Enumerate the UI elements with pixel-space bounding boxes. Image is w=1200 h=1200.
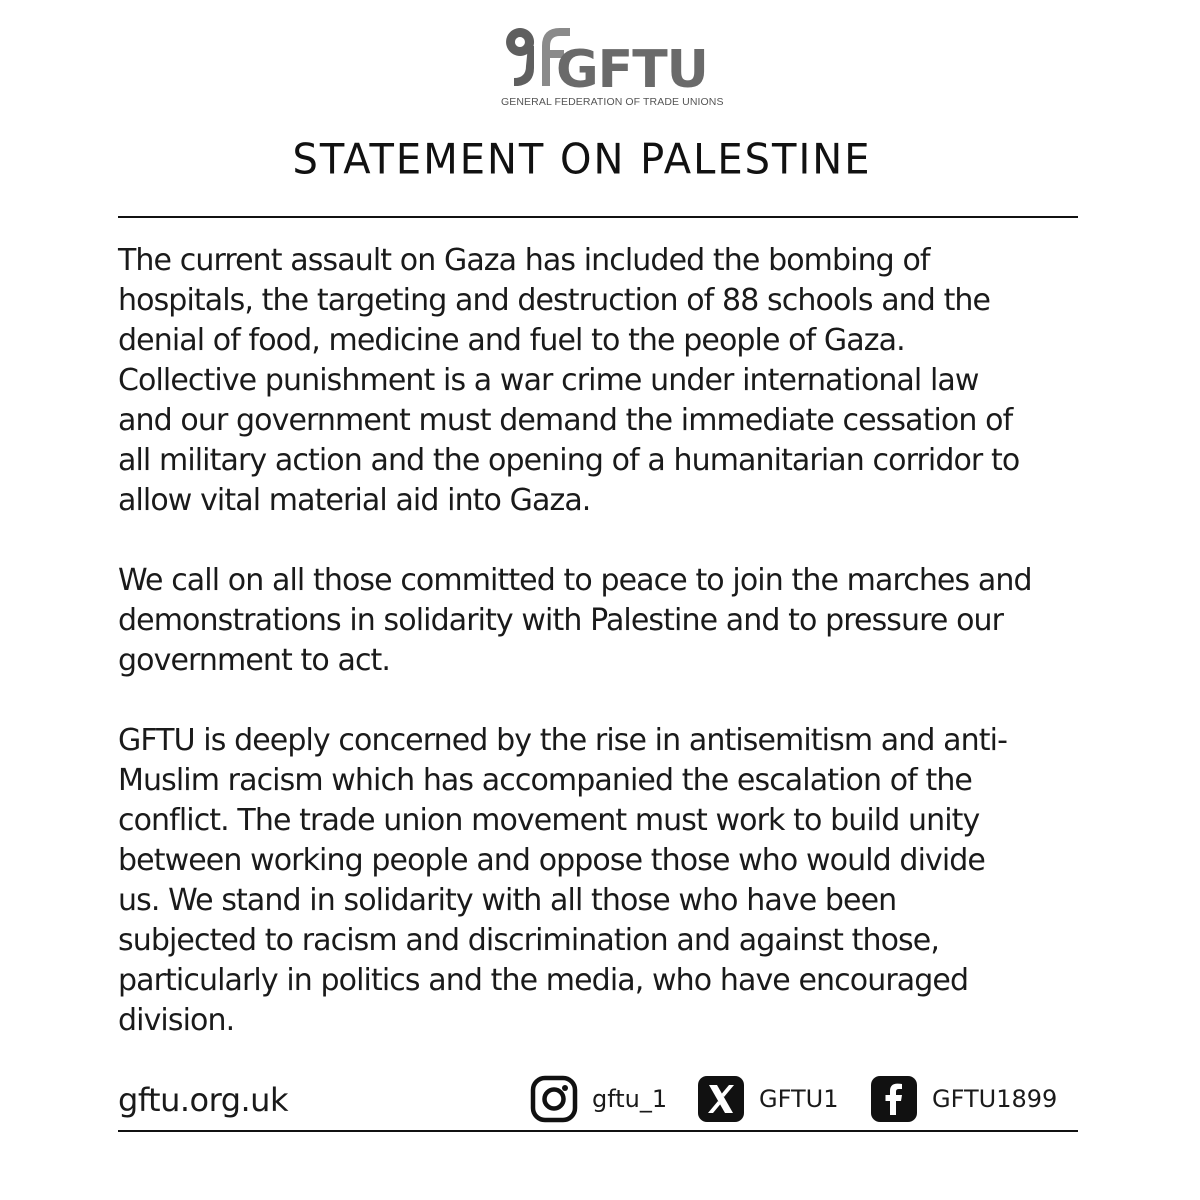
gftu-logo bbox=[498, 20, 724, 110]
bottom-divider bbox=[118, 1130, 1078, 1132]
facebook-link[interactable] bbox=[870, 1074, 1057, 1124]
website-link[interactable]: gftu.org.uk bbox=[118, 1081, 288, 1119]
top-divider bbox=[118, 216, 1078, 218]
facebook-handle: GFTU1899 bbox=[932, 1085, 1058, 1113]
x-handle: GFTU1 bbox=[759, 1085, 839, 1113]
page-title: STATEMENT ON PALESTINE bbox=[292, 135, 872, 185]
paragraph-2: We call on all those committed to peace to join the marches and demonstrations in solidarity with Palestine and to pressure our government to act. bbox=[118, 563, 1032, 678]
x-icon bbox=[697, 1075, 745, 1123]
logo-wordmark: GFTU bbox=[556, 40, 708, 100]
instagram-link[interactable] bbox=[530, 1074, 667, 1124]
paragraph-3: GFTU is deeply concerned by the rise in antisemitism and anti- Muslim racism which has accompanied the escalation of the conflict. The trade union movement must work to build unity between working people and oppose those who would divide us. We stand in solidarity with all those who have been subjected to racism and discrimination and against those, particularly in politics and the media, who have encouraged division. bbox=[118, 723, 1007, 1038]
instagram-icon bbox=[530, 1075, 578, 1123]
x-link[interactable] bbox=[697, 1074, 838, 1124]
paragraph-1: The current assault on Gaza has included the bombing of hospitals, the targeting and destruction of 88 schools and the denial of food, medicine and fuel to the people of Gaza. Collective punishment is a war crime under international law and our government must demand the immediate cessation of all military action and the opening of a humanitarian corridor to allow vital material aid into Gaza. bbox=[118, 243, 1020, 518]
statement-body bbox=[118, 241, 1108, 1081]
instagram-handle: gftu_1 bbox=[592, 1085, 668, 1113]
facebook-icon bbox=[870, 1075, 918, 1123]
logo-subtitle: GENERAL FEDERATION OF TRADE UNIONS bbox=[501, 96, 724, 108]
